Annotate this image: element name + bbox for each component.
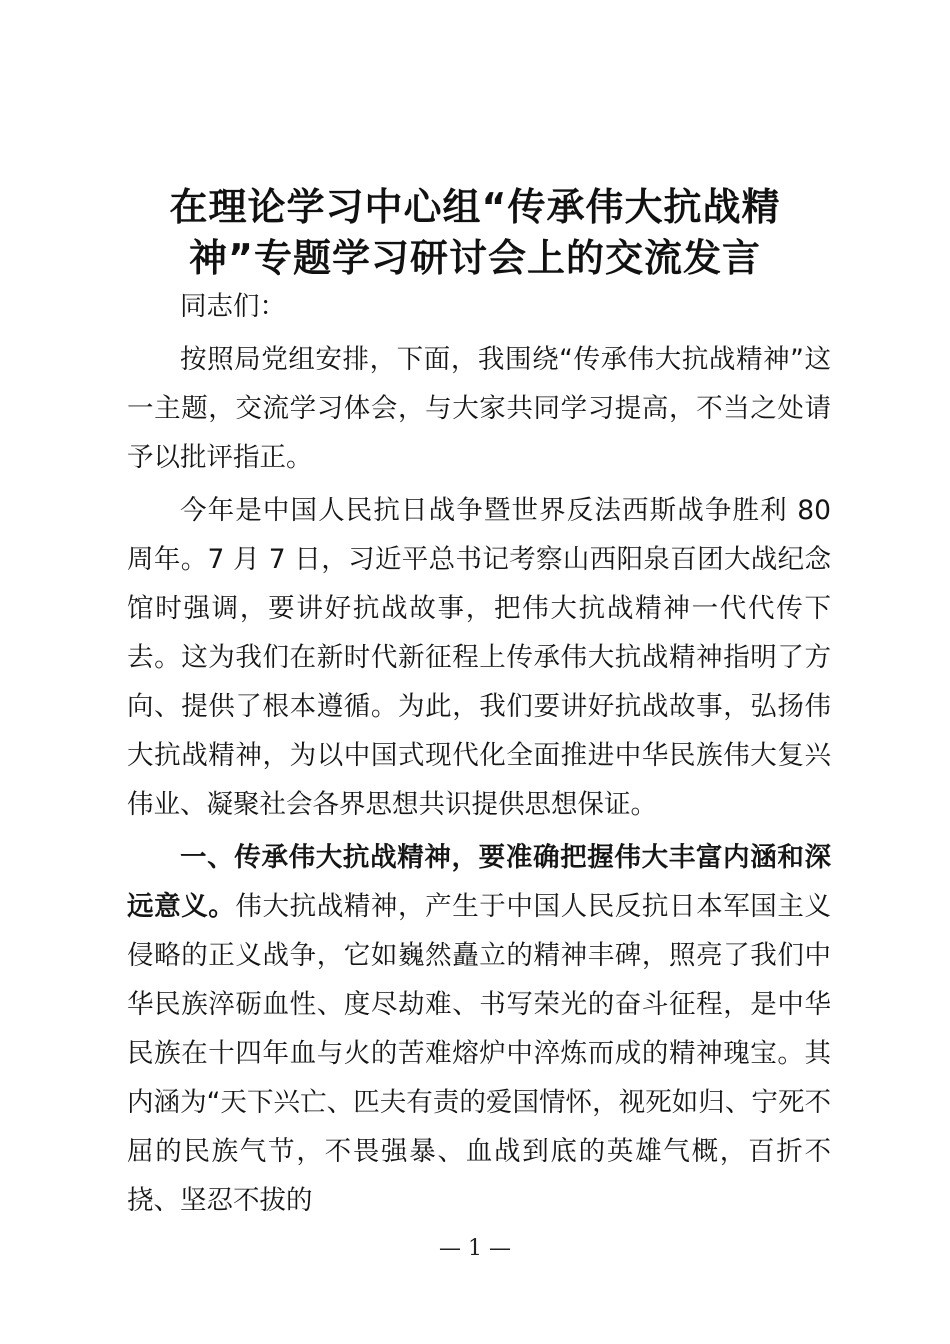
section-1-text: 伟大抗战精神，产生于中国人民反抗日本军国主义侵略的正义战争，它如巍然矗立的精神丰碑，照亮了我们中华民族淬砺血性、度尽劫难、书写荣光的奋斗征程，是中华民族在十四年血与火的苦难熔炉中淬炼而成的精神瑰宝。其内涵为“天下兴亡、匹夫有责的爱国情怀，视死如归、宁死不屈的民族气节，不畏强暴、血战到底的英雄气概，百折不挠、坚忍不拔的 — [127, 891, 832, 1216]
paragraph-background: 今年是中国人民抗日战争暨世界反法西斯战争胜利 80 周年。7 月 7 日，习近平总书记考察山西阳泉百团大战纪念馆时强调，要讲好抗战故事，把伟大抗战精神一代代传下去。这为我们在新时代新征程上传承伟大抗战精神指明了方向、提供了根本遵循。为此，我们要讲好抗战故事，弘扬伟大抗战精神，为以中国式现代化全面推进中华民族伟大复兴伟业、凝聚社会各界思想共识提供思想保证。 — [127, 495, 831, 820]
document-body — [127, 282, 831, 1225]
section-1-paragraph — [127, 833, 831, 1225]
document-title: 在理论学习中心组“传承伟大抗战精神”专题学习研讨会上的交流发言 — [169, 185, 781, 280]
salutation: 同志们： — [180, 291, 286, 322]
page-number: — 1 — — [439, 1236, 511, 1261]
paragraph-intro: 按照局党组安排，下面，我围绕“传承伟大抗战精神”这一主题，交流学习体会，与大家共同学习提高，不当之处请予以批评指正。 — [127, 344, 831, 473]
section-1-heading: 一、传承伟大抗战精神，要准确把握伟大丰富内涵和深远意义。 — [127, 842, 831, 922]
